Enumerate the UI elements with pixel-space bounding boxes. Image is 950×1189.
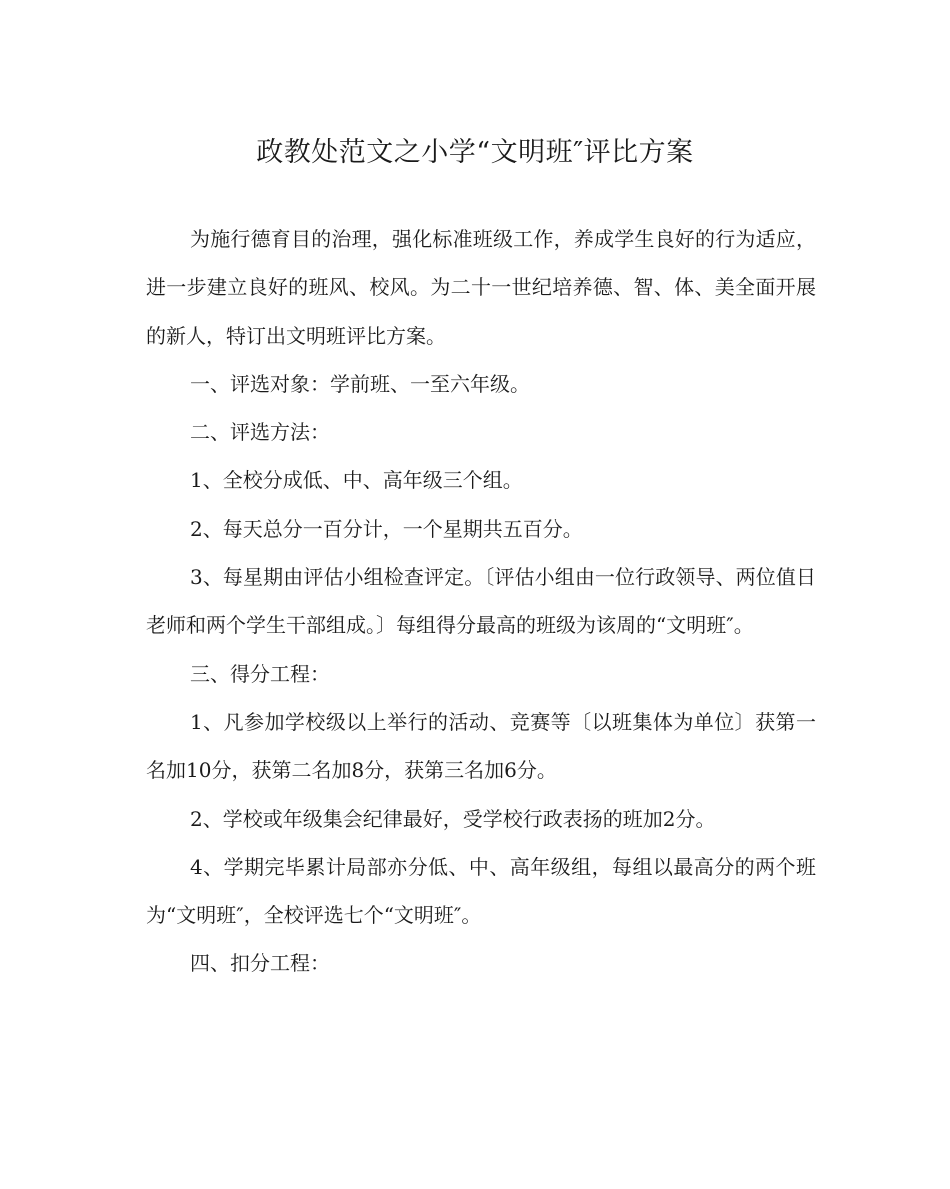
paragraph-item: 1、全校分成低、中、高年级三个组。 bbox=[190, 468, 523, 493]
paragraph-item: 3、每星期由评估小组检查评定。〔评估小组由一位行政领导、两位值日老师和两个学生干部组成。〕每组得分最高的班级为该周的“文明班″。 bbox=[146, 565, 816, 638]
document-title: 政教处范文之小学“文明班″评比方案 bbox=[256, 137, 694, 168]
paragraph-item: 1、凡参加学校级以上举行的活动、竞赛等〔以班集体为单位〕获第一名加10分，获第二名加8分，获第三名加6分。 bbox=[146, 709, 816, 783]
paragraph-item: 2、学校或年级集会纪律最好，受学校行政表扬的班加2分。 bbox=[190, 806, 716, 831]
paragraph-section-3: 三、得分工程： bbox=[190, 661, 330, 686]
paragraph-item: 2、每天总分一百分计，一个星期共五百分。 bbox=[190, 516, 583, 541]
paragraph-item: 4、学期完毕累计局部亦分低、中、高年级组，每组以最高分的两个班为“文明班″，全校评选七个“文明班″。 bbox=[146, 854, 816, 928]
paragraph-intro: 为施行德育目的治理，强化标准班级工作，养成学生良好的行为适应，进一步建立良好的班风、校风。为二十一世纪培养德、智、体、美全面开展的新人，特订出文明班评比方案。 bbox=[146, 227, 816, 348]
paragraph-section-2: 二、评选方法： bbox=[190, 420, 330, 445]
document-body bbox=[146, 215, 816, 988]
paragraph-section-1: 一、评选对象：学前班、一至六年级。 bbox=[190, 371, 530, 396]
paragraph-section-4: 四、扣分工程： bbox=[190, 951, 330, 976]
